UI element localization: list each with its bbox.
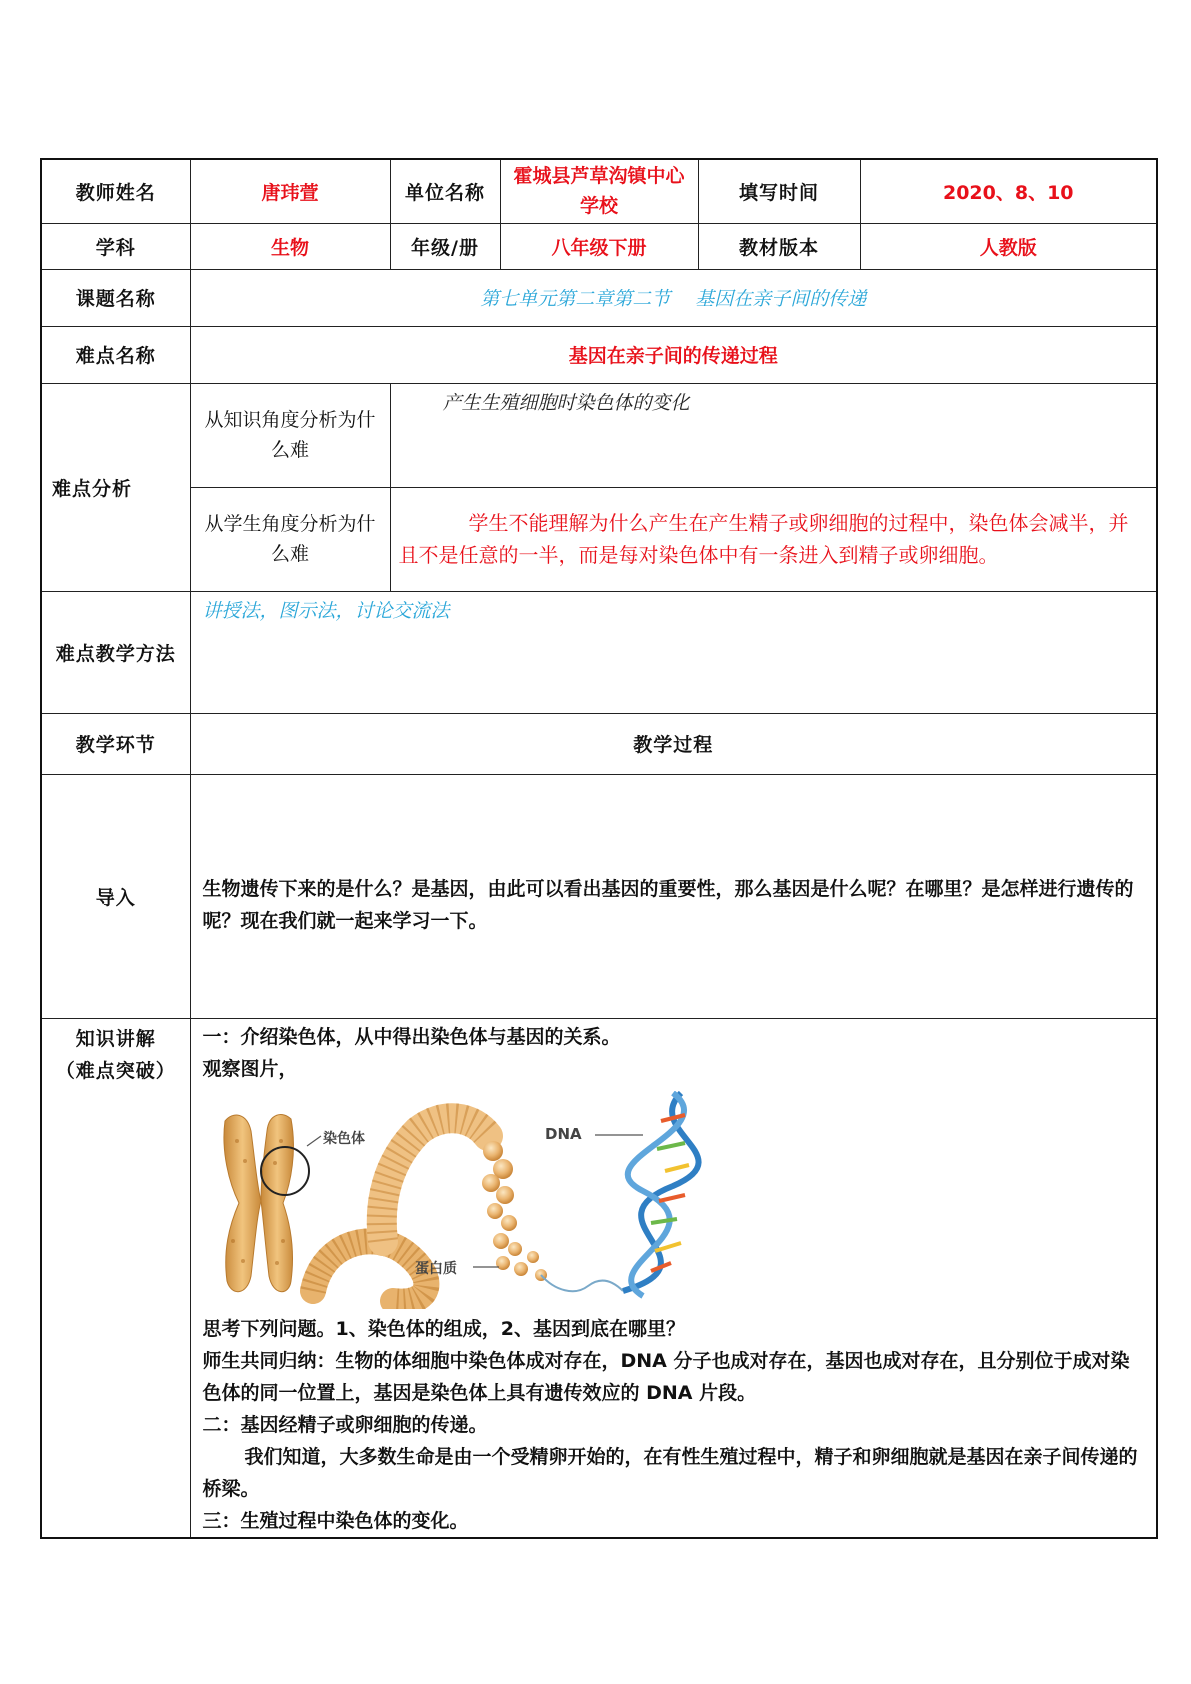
process-column-header: 教学过程 [190, 713, 1157, 774]
student-angle-value: 学生不能理解为什么产生在产生精子或卵细胞的过程中，染色体会减半，并且不是任意的一半，而是每对染色体中有一条进入到精子或卵细胞。 [390, 487, 1157, 591]
analysis-label: 难点分析 [41, 383, 190, 591]
intro-label: 导入 [41, 774, 190, 1018]
stage-column-header: 教学环节 [41, 713, 190, 774]
grade-value: 八年级下册 [500, 223, 698, 269]
lesson-plan-sheet [40, 158, 1156, 1539]
topic-label: 课题名称 [41, 269, 190, 326]
time-value: 2020、8、10 [860, 159, 1157, 223]
protein-label: 蛋白质 [414, 1260, 457, 1277]
subject-value: 生物 [190, 223, 390, 269]
teacher-value: 唐玮萱 [190, 159, 390, 223]
header-row-2 [41, 223, 1157, 269]
section-three-title: 三：生殖过程中染色体的变化。 [202, 1509, 469, 1532]
analysis-row-knowledge [41, 383, 1157, 487]
edition-value: 人教版 [860, 223, 1157, 269]
edition-label: 教材版本 [698, 223, 860, 269]
knowledge-label-line1: 知识讲解 [75, 1027, 156, 1050]
knowledge-angle-value: 产生生殖细胞时染色体的变化 [390, 383, 1157, 487]
knowledge-label-line2: （难点突破） [55, 1059, 176, 1082]
analysis-row-student [41, 487, 1157, 591]
section-two-title: 二：基因经精子或卵细胞的传递。 [202, 1413, 488, 1436]
summary-text: 师生共同归纳：生物的体细胞中染色体成对存在，DNA 分子也成对存在，基因也成对存在，且分别位于成对染色体的同一位置上，基因是染色体上具有遗传效应的 DNA 片段。 [202, 1349, 1130, 1404]
observe-picture-text: 观察图片， [202, 1057, 298, 1080]
difficulty-value: 基因在亲子间的传递过程 [190, 326, 1157, 383]
difficulty-row [41, 326, 1157, 383]
chromosome-label: 染色体 [322, 1130, 365, 1147]
grade-label: 年级/册 [390, 223, 500, 269]
header-row-1 [41, 159, 1157, 223]
dna-label: DNA [544, 1124, 582, 1143]
teacher-label: 教师姓名 [41, 159, 190, 223]
student-angle-label: 从学生角度分析为什么难 [190, 487, 390, 591]
unit-label: 单位名称 [390, 159, 500, 223]
knowledge-content [190, 1018, 1157, 1538]
difficulty-label: 难点名称 [41, 326, 190, 383]
section-one-title: 一：介绍染色体，从中得出染色体与基因的关系。 [202, 1025, 621, 1048]
process-header-row [41, 713, 1157, 774]
subject-label: 学科 [41, 223, 190, 269]
knowledge-angle-label: 从知识角度分析为什么难 [190, 383, 390, 487]
chromosome-dna-figure [203, 1091, 723, 1309]
time-label: 填写时间 [698, 159, 860, 223]
lesson-plan-table [40, 158, 1158, 1539]
knowledge-row [41, 1018, 1157, 1538]
knowledge-label [41, 1018, 190, 1538]
topic-row [41, 269, 1157, 326]
think-questions-text: 思考下列问题。1、染色体的组成，2、基因到底在哪里？ [202, 1317, 685, 1340]
section-two-text: 我们知道，大多数生命是由一个受精卵开始的，在有性生殖过程中，精子和卵细胞就是基因在亲子间传递的桥梁。 [202, 1445, 1138, 1500]
intro-text: 生物遗传下来的是什么？是基因，由此可以看出基因的重要性，那么基因是什么呢？在哪里？是怎样进行遗传的呢？现在我们就一起来学习一下。 [190, 774, 1157, 1018]
method-row [41, 591, 1157, 713]
topic-value: 第七单元第二章第二节 基因在亲子间的传递 [190, 269, 1157, 326]
method-label: 难点教学方法 [41, 591, 190, 713]
intro-row [41, 774, 1157, 1018]
method-value: 讲授法，图示法，讨论交流法 [190, 591, 1157, 713]
unit-value: 霍城县芦草沟镇中心学校 [500, 159, 698, 223]
